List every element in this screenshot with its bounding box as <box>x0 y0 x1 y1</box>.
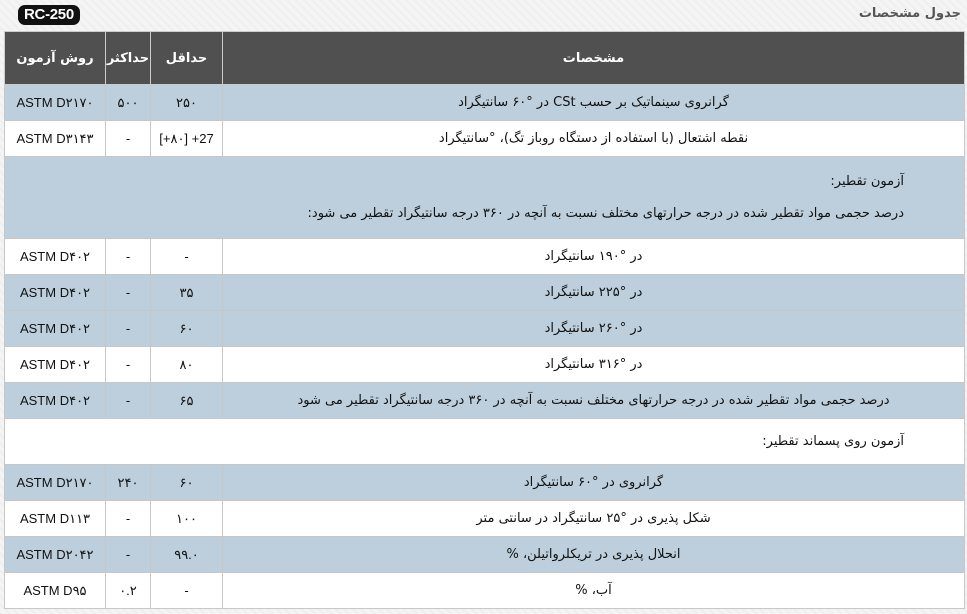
cell-min: ۲۵۰ <box>151 85 223 121</box>
table-row <box>5 121 965 157</box>
cell-max: - <box>106 537 151 573</box>
table-row <box>5 347 965 383</box>
cell-max: - <box>106 121 151 157</box>
cell-method: ASTM D۹۵ <box>5 573 106 609</box>
cell-method: ASTM D۴۰۲ <box>5 311 106 347</box>
cell-min: - <box>151 239 223 275</box>
distillation-section-row <box>5 157 965 239</box>
cell-method: ASTM D۲۰۴۲ <box>5 537 106 573</box>
cell-method: ASTM D۴۰۲ <box>5 275 106 311</box>
table-row <box>5 501 965 537</box>
cell-max: - <box>106 239 151 275</box>
table-row <box>5 239 965 275</box>
table-row <box>5 573 965 609</box>
table-row <box>5 383 965 419</box>
cell-spec: نقطه اشتعال (با استفاده از دستگاه روباز تگ)، °سانتیگراد <box>223 121 965 157</box>
cell-max: - <box>106 275 151 311</box>
cell-max: ۰.۲ <box>106 573 151 609</box>
residue-title: آزمون روی پسماند تقطیر: <box>762 433 904 449</box>
table-row <box>5 275 965 311</box>
cell-method: ASTM D۳۱۴۳ <box>5 121 106 157</box>
cell-spec: انحلال پذیری در تریکلرواتیلن، % <box>223 537 965 573</box>
cell-method: ASTM D۲۱۷۰ <box>5 465 106 501</box>
cell-max: ۲۴۰ <box>106 465 151 501</box>
cell-max: - <box>106 311 151 347</box>
distillation-description: درصد حجمی مواد تقطیر شده در درجه حرارتهای مختلف نسبت به آنچه در ۳۶۰ درجه سانتیگراد تقطیر می شود: <box>307 205 904 221</box>
cell-max: - <box>106 383 151 419</box>
cell-spec: در °۲۲۵ سانتیگراد <box>223 275 965 311</box>
cell-spec: شکل پذیری در °۲۵ سانتیگراد در سانتی متر <box>223 501 965 537</box>
table-row <box>5 465 965 501</box>
distillation-section <box>5 157 965 239</box>
cell-min: ۸۰ <box>151 347 223 383</box>
cell-min: ۹۹.۰ <box>151 537 223 573</box>
cell-max: ۵۰۰ <box>106 85 151 121</box>
cell-min: ۶۵ <box>151 383 223 419</box>
table-row <box>5 537 965 573</box>
spec-table <box>4 31 965 609</box>
residue-section <box>5 419 965 465</box>
residue-section-row <box>5 419 965 465</box>
cell-spec: گرانروی سینماتیک بر حسب CSt در °۶۰ سانتیگراد <box>223 85 965 121</box>
cell-min: ۳۵ <box>151 275 223 311</box>
cell-method: ASTM D۴۰۲ <box>5 383 106 419</box>
cell-spec: آب، % <box>223 573 965 609</box>
cell-min: ۶۰ <box>151 465 223 501</box>
product-badge: RC-250 <box>18 5 80 25</box>
cell-min: ۱۰۰ <box>151 501 223 537</box>
cell-method: ASTM D۴۰۲ <box>5 239 106 275</box>
cell-max: - <box>106 501 151 537</box>
cell-spec: در °۲۶۰ سانتیگراد <box>223 311 965 347</box>
table-row <box>5 85 965 121</box>
cell-min: ۶۰ <box>151 311 223 347</box>
header-method: روش آزمون <box>5 32 106 85</box>
cell-method: ASTM D۴۰۲ <box>5 347 106 383</box>
table-row <box>5 311 965 347</box>
header-max: حداکثر <box>106 32 151 85</box>
table-caption: جدول مشخصات <box>858 6 961 21</box>
header-spec: مشخصات <box>223 32 965 85</box>
cell-min: - <box>151 573 223 609</box>
header-row <box>5 32 965 85</box>
distillation-title: آزمون تقطیر: <box>830 173 904 189</box>
cell-max: - <box>106 347 151 383</box>
cell-method: ASTM D۱۱۳ <box>5 501 106 537</box>
header-min: حداقل <box>151 32 223 85</box>
cell-spec: در °۱۹۰ سانتیگراد <box>223 239 965 275</box>
cell-spec: درصد حجمی مواد تقطیر شده در درجه حرارتهای مختلف نسبت به آنچه در ۳۶۰ درجه سانتیگراد تقطیر می شود <box>223 383 965 419</box>
cell-min: [+۸۰] +27 <box>151 121 223 157</box>
cell-spec: گرانروی در °۶۰ سانتیگراد <box>223 465 965 501</box>
cell-spec: در °۳۱۶ سانتیگراد <box>223 347 965 383</box>
cell-method: ASTM D۲۱۷۰ <box>5 85 106 121</box>
